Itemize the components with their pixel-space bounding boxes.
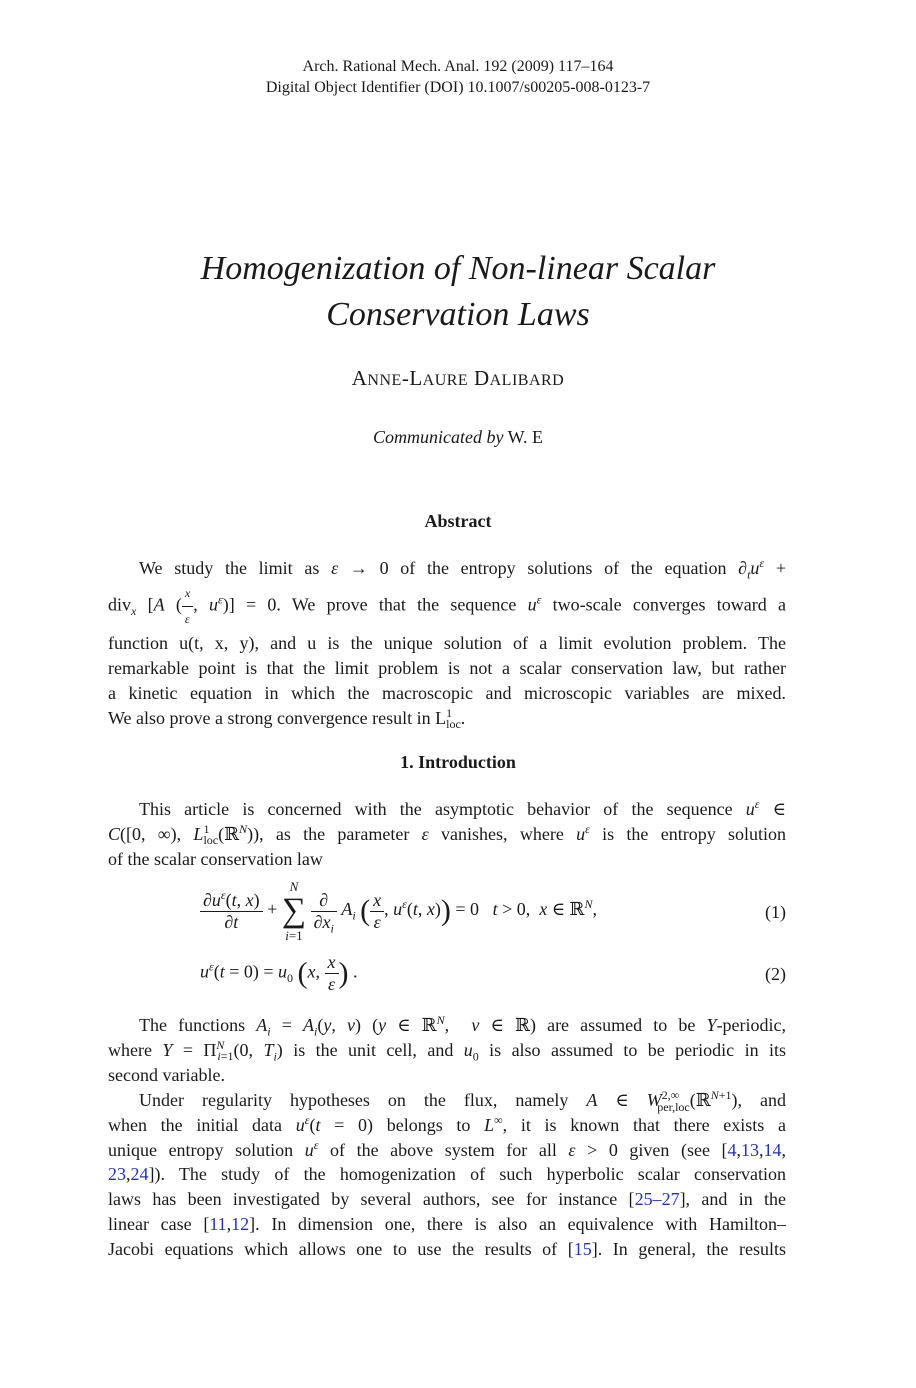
text-line: unique entropy solution $u^\varepsilon$ of the above system for all ε > 0 given (see [4,13,14, [108,1137,786,1160]
equation-number: (1) [765,902,786,922]
citation-link-4[interactable]: 4 [727,1139,737,1160]
citation-link-24[interactable]: 24 [130,1164,149,1185]
abstract-line: We also prove a strong convergence result in $L^1_{loc}$. [108,705,466,732]
text-line: linear case [11,12]. In dimension one, there is also an equivalence with Hamilton– [108,1213,786,1234]
citation-link-12[interactable]: 12 [231,1213,250,1234]
paper-title-line-1: Homogenization of Non-linear Scalar [200,250,716,287]
author-name: ANNE-LAURE DALIBARD [351,366,565,390]
citation-link-11[interactable]: 11 [209,1213,227,1234]
abstract-line: a kinetic equation in which the macroscopic and microscopic variables are mixed. [108,682,786,703]
doi-line: Digital Object Identifier (DOI) 10.1007/s00205-008-0123-7 [265,79,651,96]
equation-2 [108,952,786,1002]
text-line: second variable. [108,1064,225,1085]
text-line: where $Y = \Pi^N_{i=1}(0$, $T_i$) is the unit cell, and $u_0$ is also assumed to be periodic in its [108,1037,786,1064]
communicated-by: Communicated by W. E [372,427,543,447]
text-line: The functions $A_i = A_i(y$, v) (y ∈ ℝ$^N$, v ∈ ℝ) are assumed to be Y-periodic, [139,1013,787,1039]
equation-1-body: $\frac{\partial u^\varepsilon(t, x)}{\partial t}$ + N ∑ i=1 $\frac{\partial}{\partial x_i}$ $A_i$ ( $\frac{x}{\varepsilon}$ , $u^\varepsilon(t$, x)) = 0 t > 0, x ∈ ℝ$^N$, [200,880,597,942]
abstract-line: remarkable point is that the limit problem is not a scalar conservation law, but rather [108,658,786,679]
citation-link-15[interactable]: 15 [573,1238,592,1259]
abstract-body [108,556,786,731]
citation-link-23[interactable]: 23 [108,1164,126,1185]
equation-number: (2) [765,964,786,984]
text-line: of the scalar conservation law [108,848,323,869]
text-line: when the initial data $u^\varepsilon(t = 0)$ belongs to L∞, it is known that there exists a [108,1112,786,1135]
text-line: Under regularity hypotheses on the flux, namely A ∈ $W^{2,\infty}_{per,loc}(ℝ^{N+1})$, and [139,1088,786,1114]
journal-citation: Arch. Rational Mech. Anal. 192 (2009) 117–164 [302,58,614,75]
text-line: Jacobi equations which allows one to use the results of [15]. In general, the results [108,1238,786,1259]
text-line: C([0, ∞), $L^1_{loc}(ℝ^N)$), as the parameter ε vanishes, where $u^\varepsilon$ is the entropy solution [108,821,786,848]
citation-link-14[interactable]: 14 [763,1139,782,1160]
intro-paragraph-2 [108,1013,786,1087]
text-line: 23,24]). The study of the homogenization of such hyperbolic scalar conservation [108,1164,786,1185]
equation-2-body: $u^\varepsilon(t = 0) = u_0$ (x, $\frac{x}{\varepsilon}$ ) . [200,952,358,994]
text-line: This article is concerned with the asymptotic behavior of the sequence $u^\varepsilon$ ∈ [139,797,786,819]
citation-link-13[interactable]: 13 [741,1139,759,1160]
paper-title-line-2: Conservation Laws [326,296,590,333]
abstract-line: We study the limit as ε → 0 of the entropy solutions of the equation $\partial_tu^\varepsilon$ + [139,556,786,582]
section-heading-introduction: 1. Introduction [400,752,516,772]
abstract-line: div$_x$ [A ( $\frac{x}{\varepsilon}$ , $u^\varepsilon)] = 0$. We prove that the sequence $u^\varepsilon$ two-scale converges toward a [108,581,786,632]
text-line: laws has been investigated by several authors, see for instance [25–27], and in the [108,1189,786,1210]
abstract-line: function u(t, x, y), and u is the unique solution of a limit evolution problem. The [108,633,786,654]
intro-paragraph-3 [108,1088,786,1262]
citation-link-25-27[interactable]: 25–27 [634,1189,680,1210]
intro-paragraph-1 [108,797,786,871]
abstract-heading: Abstract [424,511,492,531]
equation-1 [108,880,786,948]
